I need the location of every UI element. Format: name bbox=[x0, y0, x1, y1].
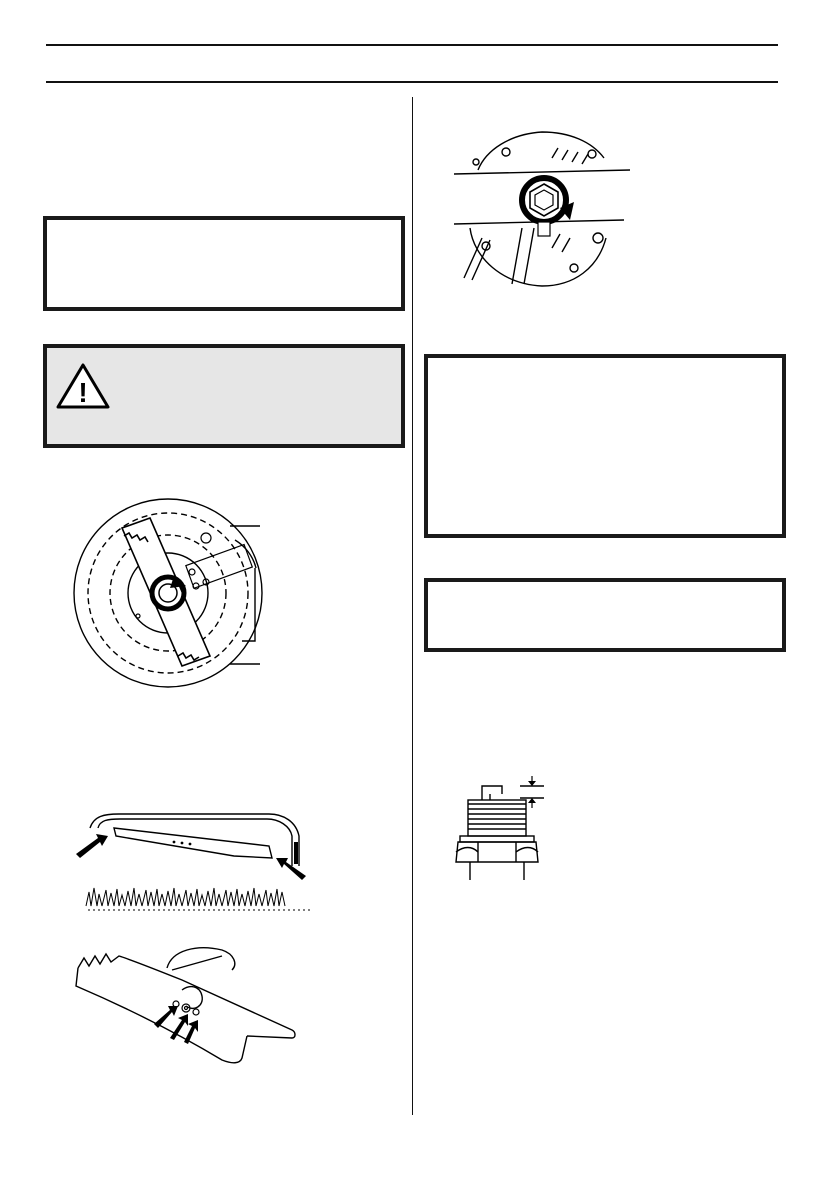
blade-balance-figure bbox=[74, 806, 314, 916]
notice-box-large-text bbox=[428, 358, 782, 378]
notice-box bbox=[43, 216, 405, 311]
header-top-rule bbox=[46, 44, 778, 46]
column-divider bbox=[412, 97, 413, 1115]
warning-box bbox=[43, 344, 405, 448]
svg-text:!: ! bbox=[78, 377, 88, 408]
blade-nut-wrench-figure bbox=[452, 128, 634, 290]
notice-box-small-text bbox=[428, 582, 782, 602]
blade-holes-figure bbox=[72, 940, 302, 1070]
warning-triangle-icon bbox=[55, 362, 111, 410]
notice-box-large bbox=[424, 354, 786, 538]
blade-rotation-figure bbox=[70, 496, 270, 690]
spark-plug-gap-figure bbox=[444, 776, 554, 882]
header-bottom-rule bbox=[46, 81, 778, 83]
notice-box-text bbox=[47, 220, 401, 240]
notice-box-small bbox=[424, 578, 786, 652]
